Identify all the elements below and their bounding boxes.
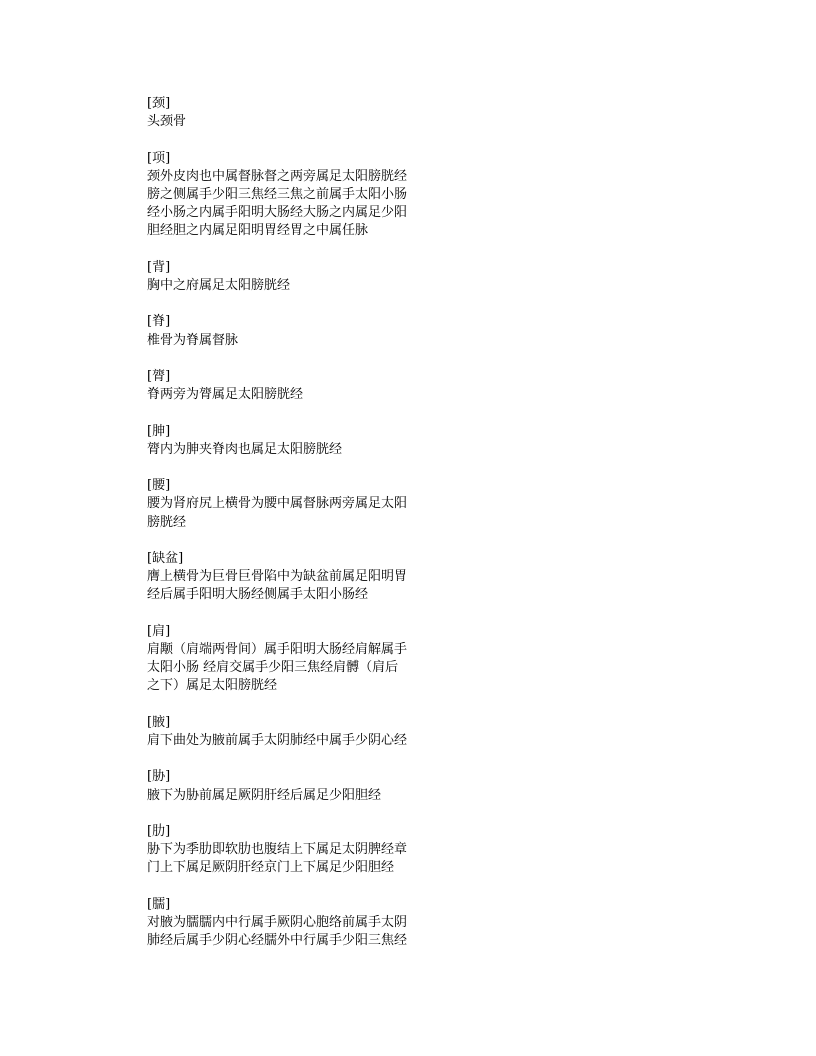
entry-text: 经后属手阳明大肠经侧属手太阳小肠经 bbox=[147, 587, 369, 603]
entry-quepen bbox=[147, 550, 447, 605]
entry-text: 经小肠之内属手阳明大肠经大肠之内属足少阳 bbox=[147, 205, 408, 221]
entry-text: 肺经后属手少阴心经臑外中行属手少阳三焦经 bbox=[147, 933, 408, 949]
entry-text: 太阳小肠 经肩交属手少阳三焦经肩髆（肩后 bbox=[147, 660, 399, 676]
entry-flank bbox=[147, 768, 447, 804]
entry-text: 椎骨为脊属督脉 bbox=[147, 332, 239, 348]
entry-text: 胸中之府属足太阳膀胱经 bbox=[147, 278, 291, 293]
entry-back bbox=[147, 259, 447, 295]
entry-title: [肩] bbox=[147, 623, 171, 639]
document-page bbox=[147, 95, 447, 969]
entry-text: 膀之侧属手少阳三焦经三焦之前属手太阳小肠 bbox=[147, 187, 408, 202]
entry-text: 肩颙（肩端两骨间）属手阳明大肠经肩解属手 bbox=[147, 641, 408, 657]
entry-text: 之下）属足太阳膀胱经 bbox=[147, 678, 278, 694]
entry-text: 肩下曲处为腋前属手太阴肺经中属手少阴心经 bbox=[147, 732, 408, 748]
entry-text: 对腋为臑臑内中行属手厥阴心胞络前属手太阴 bbox=[147, 914, 408, 930]
entry-title: [腰] bbox=[147, 478, 171, 494]
entry-text: 头颈骨 bbox=[147, 114, 187, 130]
entry-shoulder bbox=[147, 623, 447, 696]
entry-text: 胁下为季肋即软肋也腹结上下属足太阴脾经章 bbox=[147, 842, 408, 858]
entry-title: [膂] bbox=[147, 368, 171, 384]
entry-text: 门上下属足厥阴肝经京门上下属足少阳胆经 bbox=[147, 860, 395, 876]
entry-title: [胁] bbox=[147, 769, 171, 785]
entry-title: [项] bbox=[147, 150, 171, 166]
entry-text: 膂内为胂夹脊肉也属足太阳膀胱经 bbox=[147, 441, 343, 457]
entry-nape bbox=[147, 150, 447, 241]
entry-text: 胆经胆之内属足阳明胃经胃之中属任脉 bbox=[147, 223, 369, 239]
entry-title: [肋] bbox=[147, 823, 171, 839]
entry-waist bbox=[147, 477, 447, 532]
entry-shen bbox=[147, 423, 447, 459]
entry-title: [腋] bbox=[147, 714, 171, 730]
entry-title: [胂] bbox=[147, 423, 171, 439]
entry-spine bbox=[147, 313, 447, 349]
entry-text: 腋下为胁前属足厥阴肝经后属足少阳胆经 bbox=[147, 787, 382, 803]
entry-armpit bbox=[147, 714, 447, 750]
entry-title: [臑] bbox=[147, 896, 171, 912]
entry-text: 脊两旁为膂属足太阳膀胱经 bbox=[147, 387, 304, 403]
entry-text: 颈外皮肉也中属督脉督之两旁属足太阳膀胱经 bbox=[147, 168, 408, 184]
entry-title: [背] bbox=[147, 259, 171, 275]
entry-neck bbox=[147, 95, 447, 131]
entry-text: 腰为肾府尻上横骨为腰中属督脉两旁属足太阳 bbox=[147, 496, 408, 512]
entry-title: [缺盆] bbox=[147, 550, 184, 566]
entry-rib bbox=[147, 823, 447, 878]
entry-text: 膀胱经 bbox=[147, 514, 187, 530]
entry-title: [颈] bbox=[147, 96, 171, 111]
entry-upper-arm bbox=[147, 896, 447, 951]
entry-paraspinal bbox=[147, 368, 447, 404]
entry-text: 膺上横骨为巨骨巨骨陷中为缺盆前属足阳明胃 bbox=[147, 569, 408, 585]
entry-title: [脊] bbox=[147, 314, 171, 330]
